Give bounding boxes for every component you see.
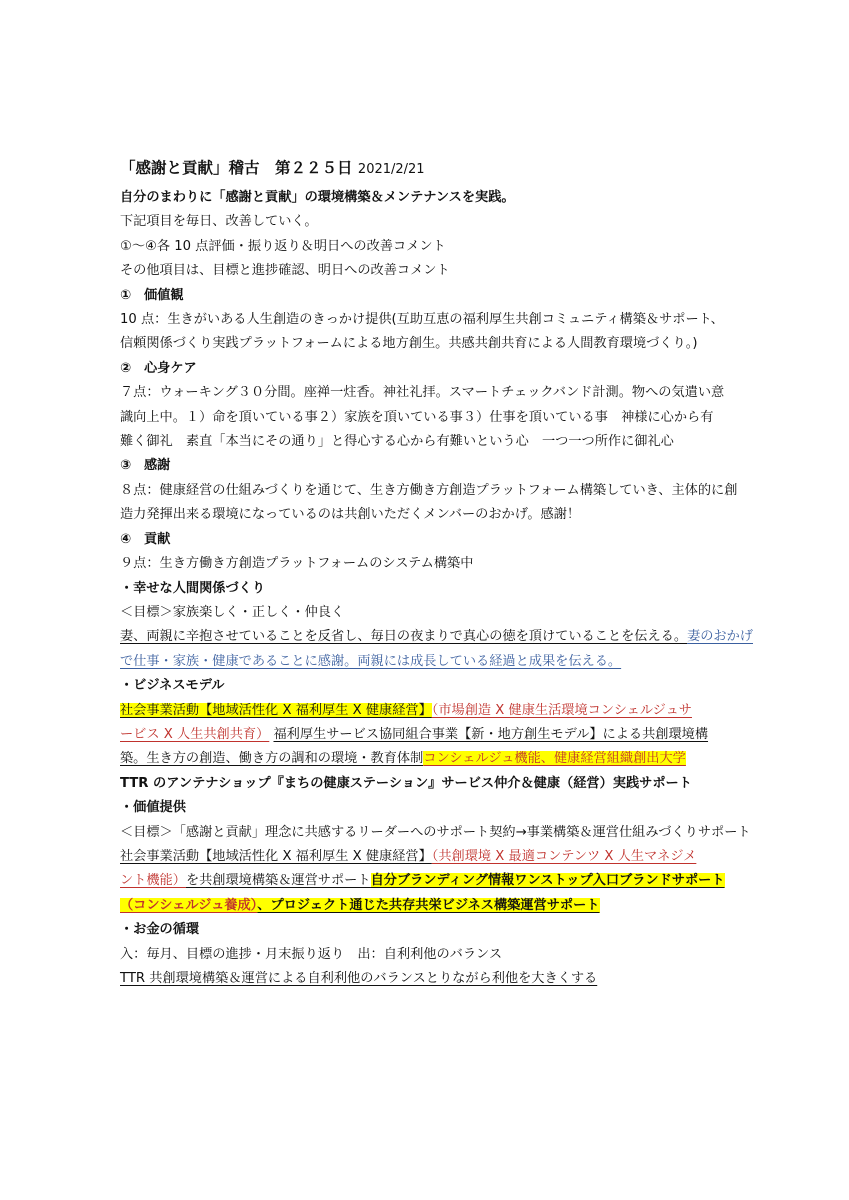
section-4-line-1: ９点：生き方働き方創造プラットフォームのシステム構築中	[120, 556, 474, 572]
biz-line-3	[120, 747, 732, 771]
value-text: を共創環境構築＆運営サポート	[185, 873, 371, 889]
biz-line-2	[120, 723, 732, 747]
section-2-heading	[120, 357, 732, 381]
red-text: （市場創造 X 健康生活環境コンシェルジュサ	[431, 702, 692, 718]
section-number: ③	[120, 458, 132, 474]
happy-line-1	[120, 625, 753, 649]
title-date: 2021/2/21	[357, 162, 425, 177]
section-1-line-2: 信頼関係づくり実践プラットフォームによる地方創生。共感共創共育による人間教育環境づくり。)	[120, 336, 698, 352]
section-3-line-2: 造力発揮出来る環境になっているのは共創いただくメンバーのおかげ。感謝！	[120, 507, 581, 523]
money-line-1: 入：毎月、目標の進捗・月末振り返り 出：自利利他のバランス	[120, 946, 503, 962]
section-3-heading	[120, 454, 732, 478]
section-1-line-1: 10 点：生きがいある人生創造のきっかけ提供(互助互恵の福利厚生共創コミュニティ構築＆サポート、	[120, 312, 724, 328]
value-line-1	[120, 845, 732, 869]
happy-text-blue: で仕事・家族・健康であることに感謝。両親には成長している経過と成果を伝える。	[120, 653, 622, 669]
highlighted-bold-text: 自分ブランディング情報ワンストップ入口ブランドサポート	[370, 873, 725, 889]
section-3-line-1: ８点：健康経営の仕組みづくりを通じて、生き方働き方創造プラットフォーム構築していき、主体的に創	[120, 482, 738, 498]
money-text: TTR 共創環境構築＆運営による自利利他のバランスとりながら利他を大きくする	[120, 971, 598, 986]
highlighted-red-text: コンシェルジュ機能、健康経営組織創出大学	[423, 751, 686, 767]
section-number: ②	[120, 360, 132, 376]
happy-line-2	[120, 650, 732, 674]
happy-goal: ＜目標＞家族楽しく・正しく・仲良く	[120, 604, 345, 620]
money-line-2	[120, 967, 732, 991]
intro-lead: 自分のまわりに「感謝と貢献」の環境構築＆メンテナンスを実践。	[120, 190, 515, 205]
biz-text: 福利厚生サービス協同組合事業【新・地方創生モデル】による共創環境構	[273, 726, 709, 742]
red-text: ービス X 人生共創共育）	[120, 726, 270, 742]
happy-text-blue: 妻のおかげ	[687, 629, 753, 645]
value-line-2	[120, 869, 732, 893]
happy-heading: ・幸せな人間関係づくり	[120, 580, 266, 596]
document-body	[120, 150, 753, 991]
highlighted-red-bold-text: （コンシェルジュ養成）	[120, 897, 258, 913]
section-title: 価値観	[144, 287, 184, 303]
biz-text: 築。生き方の創造、働き方の調和の環境・教育体制	[120, 751, 424, 767]
happy-text: 妻、両親に辛抱させていることを反省し、毎日の夜まりで真心の徳を頂けていることを伝える。	[120, 629, 688, 645]
value-line-3	[120, 894, 732, 918]
red-text: ント機能）	[120, 873, 186, 889]
section-number: ④	[120, 531, 132, 547]
biz-heading: ・ビジネスモデル	[120, 678, 225, 694]
biz-line-4: TTR のアンテナショップ『まちの健康ステーション』サービス仲介＆健康（経営）実践サポート	[120, 775, 692, 791]
section-1-heading	[120, 284, 732, 308]
section-2-line-3: 難く御礼 素直「本当にその通り」と得心する心から有難いという心 一つ一つ所作に御礼心	[120, 434, 674, 450]
intro-line-1: 下記項目を毎日、改善していく。	[120, 214, 318, 230]
intro-line-3: その他項目は、目標と進捗確認、明日への改善コメント	[120, 263, 450, 279]
section-2-line-1: ７点：ウォーキング３０分間。座禅一炷香。神社礼拝。スマートチェックバンド計測。物への気遣い意	[120, 385, 725, 401]
value-heading: ・価値提供	[120, 800, 186, 816]
section-title: 貢献	[144, 531, 171, 547]
red-text: （共創環境 X 最適コンテンツ X 人生マネジメ	[431, 848, 697, 864]
highlighted-text: 社会事業活動【地域活性化 X 福利厚生 X 健康経営】	[120, 702, 432, 718]
title-text: 「感謝と貢献」稽古 第２２５日	[120, 159, 353, 177]
intro-line-2: ①～④各 10 点評価・振り返り＆明日への改善コメント	[120, 238, 446, 254]
section-number: ①	[120, 287, 132, 303]
section-title: 感謝	[144, 458, 171, 474]
section-2-line-2: 識向上中。１）命を頂いている事２）家族を頂いている事３）仕事を頂いている事 神様に心から有	[120, 409, 714, 425]
value-text: 社会事業活動【地域活性化 X 福利厚生 X 健康経営】	[120, 848, 432, 864]
section-title: 心身ケア	[144, 360, 197, 376]
money-heading: ・お金の循環	[120, 922, 200, 938]
highlighted-bold-text: 、プロジェクト通じた共存共栄ビジネス構築運営サポート	[257, 897, 600, 913]
section-4-heading	[120, 528, 732, 552]
biz-line-1	[120, 699, 732, 723]
page-title	[120, 150, 732, 186]
value-goal: ＜目標＞「感謝と貢献」理念に共感するリーダーへのサポート契約→事業構築＆運営仕組みづくりサポート	[120, 824, 751, 840]
